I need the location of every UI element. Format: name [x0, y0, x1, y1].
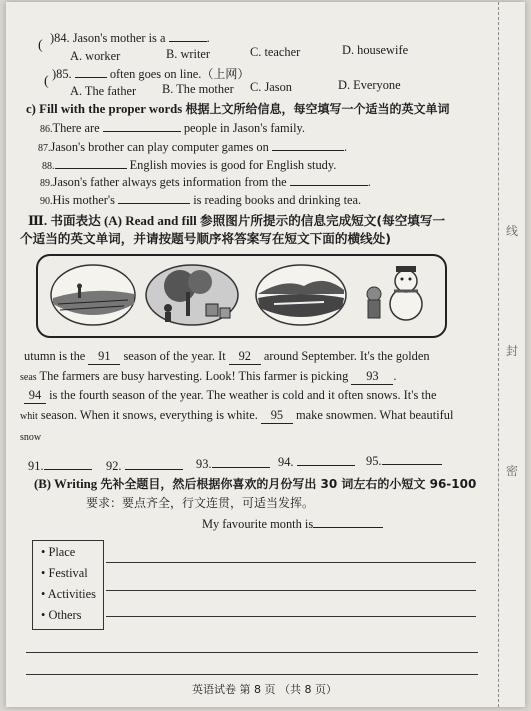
essay-title: My favourite month is [202, 516, 383, 532]
apple-picking-picture [142, 264, 242, 326]
blank-93[interactable]: 93 [351, 369, 393, 385]
side-char-seal: 封 [506, 344, 519, 358]
writing-line-1[interactable] [106, 562, 476, 563]
essay-title-blank[interactable] [313, 516, 383, 528]
answer-94: 94. [278, 454, 355, 470]
passage-line-2: seas The farmers are busy harvesting. Look! This farmer is picking 93 . [20, 369, 397, 383]
q85-option-a[interactable]: A. The father [70, 84, 137, 98]
q85-paren: ( [44, 74, 49, 89]
outline-festival: • Festival [41, 566, 88, 580]
section-b-heading: (B) Writing 先补全题目，然后根据你喜欢的月份写出 30 词左右的小短文 96-100 [34, 477, 477, 491]
writing-line-4[interactable] [26, 652, 478, 653]
harvest-field-picture [50, 264, 136, 326]
blank-95[interactable]: 95 [261, 408, 293, 424]
passage-line-3: 94 is the fourth season of the year. The weather is cold and it often snows. It's the [24, 388, 437, 404]
q84-option-d[interactable]: D. housewife [342, 43, 409, 57]
q84-option-c[interactable]: C. teacher [250, 45, 301, 59]
passage-line-4: whit season. When it snows, everything is white. 95 make snowmen. What beautiful [20, 408, 454, 422]
q84-paren: ( [38, 38, 43, 53]
answer-91: 91. [28, 458, 92, 474]
writing-line-5[interactable] [26, 674, 478, 675]
passage-line-1: utumn is the 91 season of the year. It 92 around September. It's the golden [24, 349, 430, 363]
snowman-picture [360, 264, 436, 326]
fold-line [498, 2, 500, 707]
q84-stem: )84. Jason's mother is a . [50, 31, 210, 45]
q90-blank[interactable] [118, 192, 190, 204]
q88-blank[interactable] [55, 157, 127, 169]
answer-92: 92. [106, 458, 183, 474]
writing-line-3[interactable] [106, 616, 476, 617]
q87-blank[interactable] [272, 139, 344, 151]
q84-blank[interactable] [169, 30, 207, 42]
q85-stem: )85. often goes on line.（上网） [52, 67, 250, 81]
outline-activities: • Activities [41, 587, 96, 601]
q84-option-b[interactable]: B. writer [166, 47, 211, 61]
q85-option-b[interactable]: B. The mother [162, 82, 234, 96]
side-char-line: 线 [506, 224, 519, 238]
answer-95: 95. [366, 453, 442, 469]
outline-box [32, 540, 104, 630]
q84-option-a[interactable]: A. worker [70, 49, 121, 63]
blank-92[interactable]: 92 [229, 349, 261, 365]
answer-92-blank[interactable] [125, 458, 183, 470]
q89-blank[interactable] [290, 174, 368, 186]
snowy-landscape-picture [254, 264, 348, 326]
q86: 86.There are people in Jason's family. [40, 121, 306, 135]
passage-line-5: snow [20, 432, 42, 443]
answer-95-blank[interactable] [382, 453, 442, 465]
q85-blank[interactable] [75, 66, 107, 78]
outline-others: • Others [41, 608, 82, 622]
outline-place: • Place [41, 545, 76, 559]
blank-91[interactable]: 91 [88, 349, 120, 365]
page-footer: 英语试卷 第 8 页 （共 8 页） [192, 683, 337, 696]
side-char-secret: 密 [506, 464, 519, 478]
section-c-heading: c) Fill with the proper words 根据上文所给信息，每空填写一个适当的英文单词 [26, 102, 450, 116]
blank-94[interactable]: 94 [24, 388, 46, 404]
exam-page [6, 2, 525, 707]
writing-line-2[interactable] [106, 590, 476, 591]
section-iii-instruction: 个适当的英文单词，并请按题号顺序将答案写在短文下面的横线处) [20, 231, 391, 246]
q90: 90.His mother's is reading books and drinking tea. [40, 193, 362, 207]
answer-93-blank[interactable] [212, 456, 270, 468]
q85-option-c[interactable]: C. Jason [250, 80, 292, 94]
answer-91-blank[interactable] [44, 458, 92, 470]
q88: 88. English movies is good for English study. [42, 158, 337, 172]
section-iii-heading: Ⅲ. 书面表达 (A) Read and fill 参照图片所提示的信息完成短文(每空填写一 [28, 213, 446, 228]
q89: 89.Jason's father always gets information from the . [40, 175, 371, 189]
answer-93: 93. [196, 456, 270, 472]
q85-option-d[interactable]: D. Everyone [338, 78, 401, 92]
section-b-requirements: 要求：要点齐全，行文连贯，可适当发挥。 [86, 496, 315, 510]
q87: 87.Jason's brother can play computer games on . [38, 140, 348, 154]
answer-94-blank[interactable] [297, 454, 355, 466]
q86-blank[interactable] [103, 120, 181, 132]
